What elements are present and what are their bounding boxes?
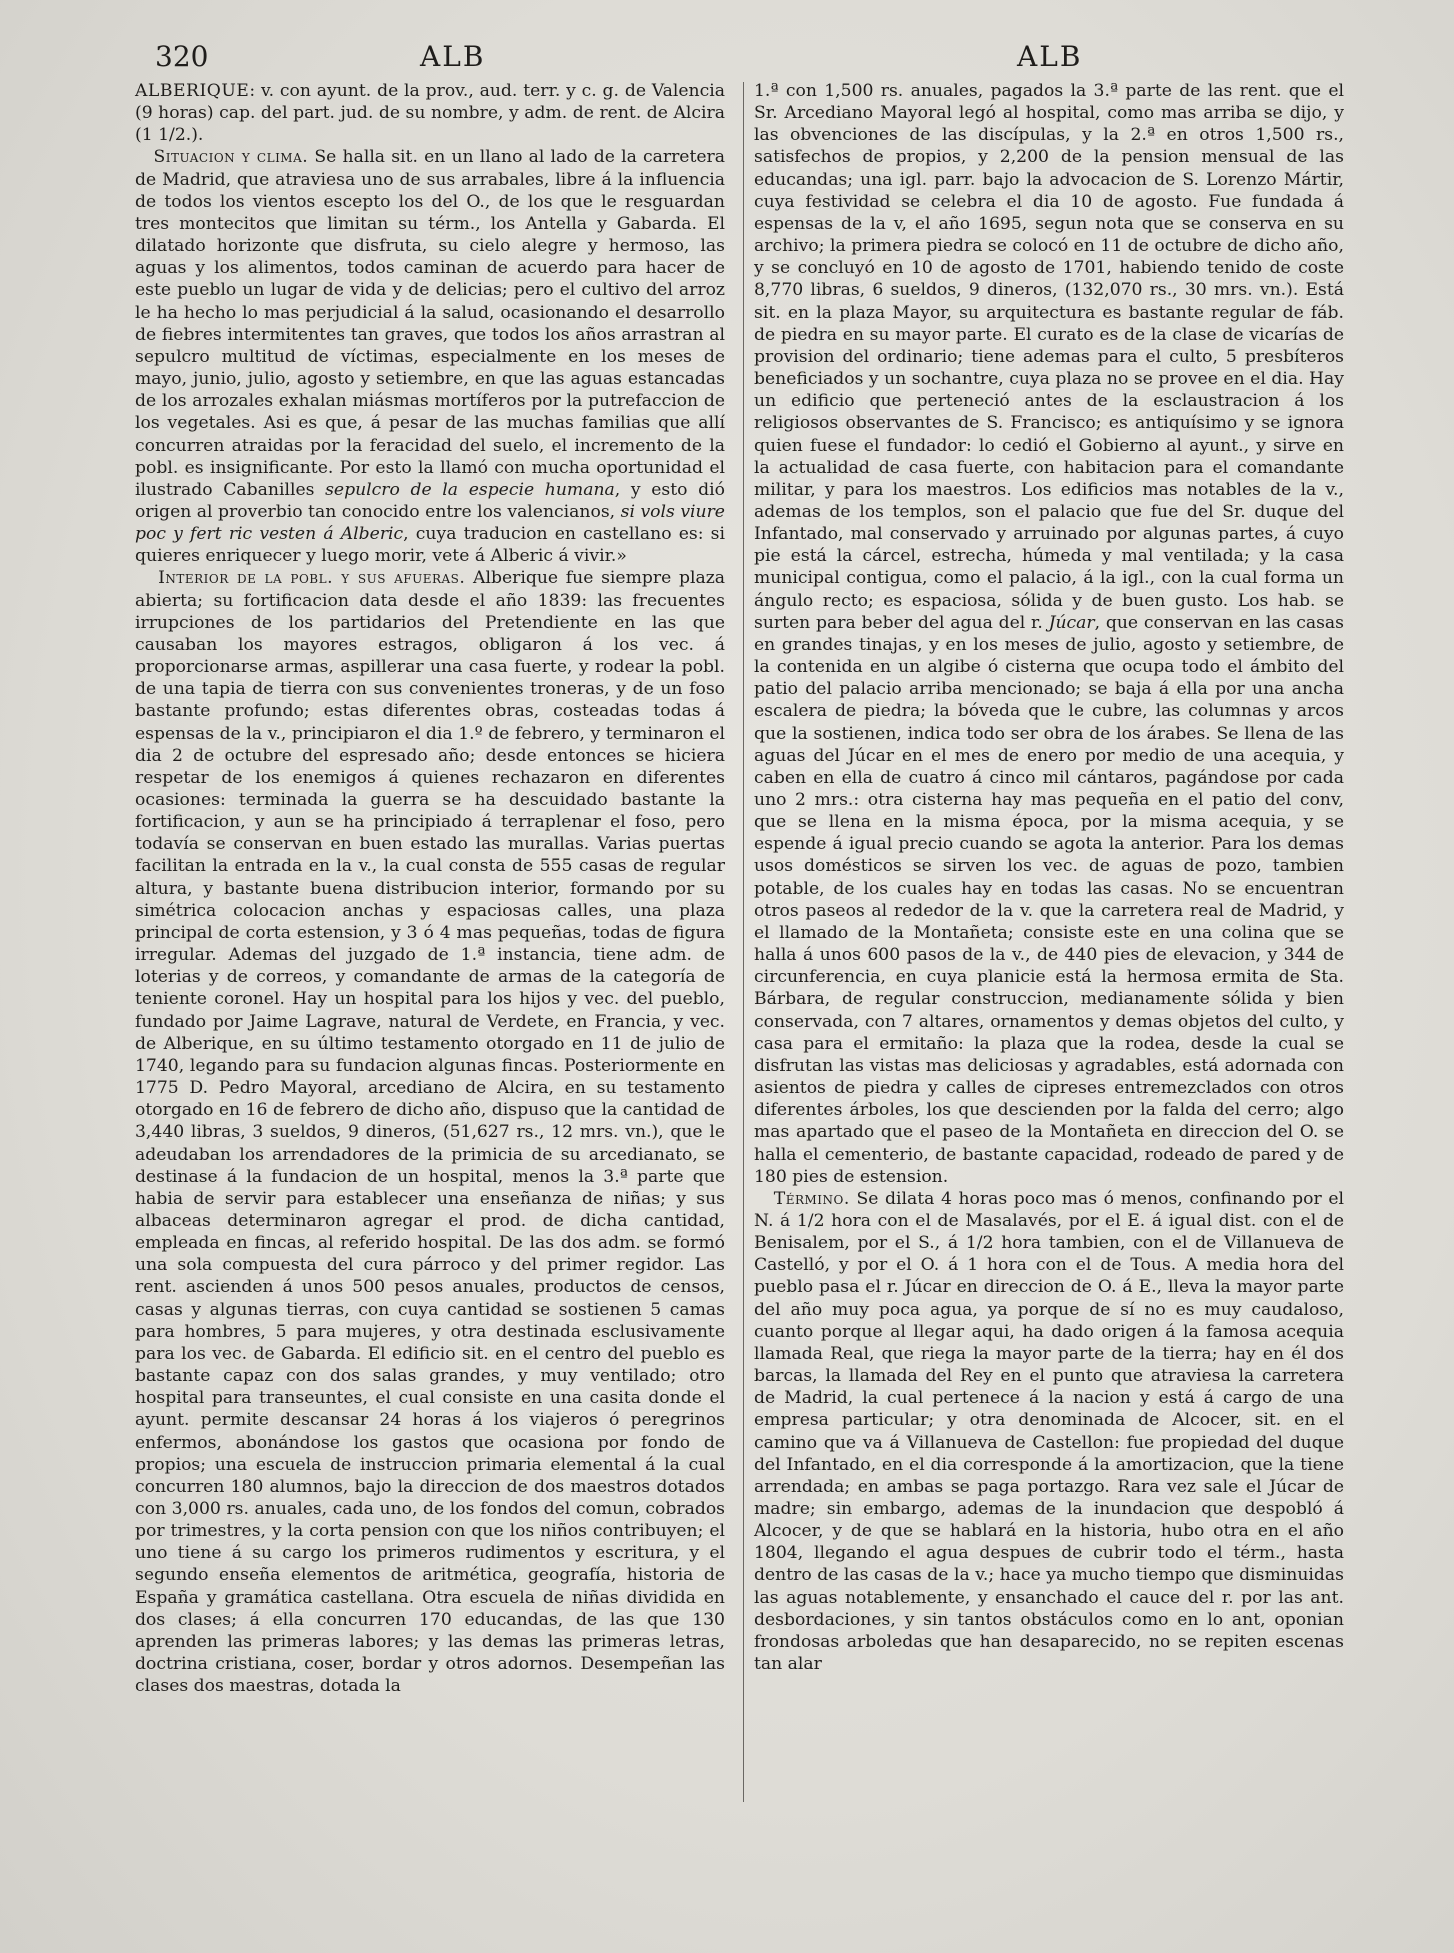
header-right-title: ALB: [1017, 40, 1083, 73]
entry-title: ALBERIQUE: [135, 81, 250, 101]
left-column: [135, 80, 725, 1697]
running-header: [0, 40, 1454, 80]
situacion-text-end: , cuya traducion en castellano es: si quieres enriquecer y luego morir, vete á Alberic á vivir.»: [135, 524, 726, 567]
continuation-text-2: , que conservan en las casas en grandes tinajas, y en los meses de julio, agosto y setiembre, de la contenida en un algibe ó cisterna que ocupa todo el ámbito del patio del palacio arriba mencionado; se baja á ella por una ancha escalera de piedra; la bóveda que le cubre, las columnas y arcos que la sostienen, indica todo ser obra de los árabes. Se llena de las aguas del Júcar en el mes de enero por medio de una acequia, y caben en ella de cuatro á cinco mil cántaros, pagándose por cada uno 2 mrs.: otra cisterna hay mas pequeña en el patio del conv, que se llena en la misma época, por la misma acequia, y se espende á igual precio cuando se agota la anterior. Para los demas usos domésticos se sirven los vec. de aguas de pozo, tambien potable, de los cuales hay en todas las casas. No se encuentran otros paseos al rededor de la v. que la carretera real de Madrid, y el llamado de la Montañeta; consiste este en una colina que se halla á unos 600 pasos de la v., de 440 pies de elevacion, y 344 de circunferencia, en cuya planicie está la hermosa ermita de Sta. Bárbara, de regular construccion, medianamente sólida y bien conservada, con 7 altares, ornamentos y demas objetos del culto, y casa para el ermitaño: la plaza que la rodea, desde la cual se disfrutan las vistas mas deliciosas y agradables, está adornada con asientos de piedra y calles de cipreses entremezclados con otros diferentes árboles, los que descienden por la falda del cerro; algo mas apartado que el paseo de la Montañeta en direccion del O. se halla el cementerio, de bastante capacidad, rodeado de pared y de 180 pies de estension.: [754, 612, 1344, 1187]
continuation-text: 1.ª con 1,500 rs. anuales, pagados la 3.ª parte de las rent. que el Sr. Arcediano Mayoral legó al hospital, como mas arriba se dijo, y las obvenciones de las discípulas, y la 2.ª en otros 1,500 rs., satisfechos de propios, y 2,200 de la pension mensual de las educandas; una igl. parr. bajo la advocacion de S. Lorenzo Mártir, cuya festividad se celebra el dia 10 de agosto. Fue fundada á espensas de la v, el año 1695, segun nota que se conserva en su archivo; la primera piedra se colocó en 11 de octubre de dicho año, y se concluyó en 10 de agosto de 1701, habiendo tenido de coste 8,770 libras, 6 sueldos, 9 dineros, (132,070 rs., 30 mrs. vn.). Está sit. en la plaza Mayor, su arquitectura es bastante regular de fáb. de piedra en su mayor parte. El curato es de la clase de vicarías de provision del ordinario; tiene ademas para el culto, 5 presbíteros beneficiados y un sochantre, cuya plaza no se provee en el dia. Hay un edificio que perteneció antes de la esclaustracion á los religiosos observantes de S. Francisco; es antiquísimo y se ignora quien fuese el fundador: lo cedió el Gobierno al ayunt., y sirve en la actualidad de casa fuerte, con habitacion para el comandante militar, y para los maestros. Los edificios mas notables de la v., ademas de los templos, son el palacio que fue del Sr. duque del Infantado, mal conservado y arruinado por algunas partes, á cuyo pie está la cárcel, estrecha, húmeda y mal ventilada; y la casa municipal contigua, como el palacio, á la igl., con la cual forma un ángulo recto; es espaciosa, sólida y de buen gusto. Los hab. se surten para beber del agua del r.: [754, 81, 1344, 633]
page-number: 320: [155, 40, 209, 73]
section-head-termino: Término.: [773, 1188, 850, 1209]
entry-intro-text: : v. con ayunt. de la prov., aud. terr. y c. g. de Valencia (9 horas) cap. del part. jud. de su nombre, y adm. de rent. de Alcira (1 1/2.).: [135, 81, 725, 146]
section-head-situacion: Situacion y clima.: [153, 147, 309, 168]
paragraph-situacion: [135, 146, 725, 567]
situacion-italic-2: si vols viure poc y fert ric vesten á Alberic: [135, 501, 725, 545]
paragraph-interior: [135, 567, 725, 1697]
situacion-text-mid: , y esto dió origen al proverbio tan conocido entre los valencianos,: [135, 479, 725, 522]
paragraph-entry-heading: [135, 80, 725, 146]
section-head-interior: Interior de la pobl. y sus afueras.: [158, 568, 466, 589]
situacion-text: Se halla sit. en un llano al lado de la carretera de Madrid, que atraviesa uno de sus arrabales, libre á la influencia de todos los vientos escepto los del O., de los que le resguardan tres montecitos que limitan su térm., los Antella y Gabarda. El dilatado horizonte que disfruta, su cielo alegre y hermoso, las aguas y los alimentos, todos caminan de acuerdo para hacer de este pueblo un lugar de vida y de delicias; pero el cultivo del arroz le ha hecho lo mas perjudicial á la salud, ocasionando el desarrollo de fiebres intermitentes tan graves, que todos los años arrastran al sepulcro multitud de víctimas, especialmente en los meses de mayo, junio, julio, agosto y setiembre, en que las aguas estancadas de los arrozales exhalan miásmas mortíferos por la putrefaccion de los vegetales. Asi es que, á pesar de las muchas familias que allí concurren atraidas por la feracidad del suelo, el incremento de la pobl. es insignificante. Por esto la llamó con mucha oportunidad el ilustrado Cabanilles: [135, 147, 725, 500]
paragraph-continuation: [754, 80, 1344, 1188]
termino-text: Se dilata 4 horas poco mas ó menos, confinando por el N. á 1/2 hora con el de Masalavés, por el E. á igual dist. con el de Benisalem, por el S., á 1/2 hora tambien, con el de Villanueva de Castelló, y por el O. á 1 hora con el de Tous. A media hora del pueblo pasa el r. Júcar en direccion de O. á E., lleva la mayor parte del año muy poca agua, ya porque de sí no es muy caudaloso, cuanto porque al llegar aqui, ha dado origen á la famosa acequia llamada Real, que riega la mayor parte de la tierra; hay en él dos barcas, la llamada del Rey en el punto que atraviesa la carretera de Madrid, la cual pertenece á la nacion y está á cargo de una empresa particular; y otra denominada de Alcocer, sit. en el camino que va á Villanueva de Castellon: fue propiedad del duque del Infantado, en el dia corresponde á la amortizacion, que la tiene arrendada; en ambas se paga portazgo. Rara vez sale el Júcar de madre; sin embargo, ademas de la inundacion que despobló á Alcocer, y de que se hablará en la historia, hubo otra en el año 1804, llegando el agua despues de cubrir todo el térm., hasta dentro de las casas de la v.; hace ya mucho tiempo que disminuidas las aguas notablemente, y ensanchado el cauce del r. por las ant. desbordaciones, y sin tantos obstáculos como en lo ant, oponian frondosas arboledas que han desaparecido, no se repiten escenas tan alar: [754, 1188, 1344, 1675]
interior-text: Alberique fue siempre plaza abierta; su fortificacion data desde el año 1839: las frecuentes irrupciones de los partidarios del Pretendiente en las que causaban los mayores estragos, obligaron á los vec. á proporcionarse armas, aspillerar una casa fuerte, y rodear la pobl. de una tapia de tierra con sus convenientes troneras, y de un foso bastante profundo; estas diferentes obras, costeadas todas á espensas de la v., principiaron el dia 1.º de febrero, y terminaron el dia 2 de octubre del espresado año; desde entonces se hiciera respetar de los enemigos á quienes rechazaron en diferentes ocasiones: terminada la guerra se ha descuidado bastante la fortificacion, y aun se ha principiado á terraplenar el foso, pero todavía se conservan en buen estado las murallas. Varias puertas facilitan la entrada en la v., la cual consta de 555 casas de regular altura, y bastante buena distribucion interior, formando por su simétrica colocacion anchas y espaciosas calles, una plaza principal de corta estension, y 3 ó 4 mas pequeñas, todas de figura irregular. Ademas del juzgado de 1.ª instancia, tiene adm. de loterias y de correos, y comandante de armas de la categoría de teniente coronel. Hay un hospital para los hijos y vec. del pueblo, fundado por Jaime Lagrave, natural de Verdete, en Francia, y vec. de Alberique, en su último testamento otorgado en 11 de julio de 1740, legando para su fundacion algunas fincas. Posteriormente en 1775 D. Pedro Mayoral, arcediano de Alcira, en su testamento otorgado en 16 de febrero de dicho año, dispuso que la cantidad de 3,440 libras, 3 sueldos, 9 dineros, (51,627 rs., 12 mrs. vn.), que le adeudaban los arrendadores de la primicia de su arcedianato, se destinase á la fundacion de un hospital, menos la 3.ª parte que habia de servir para establecer una enseñanza de niñas; y sus albaceas determinaron agregar el prod. de dicha cantidad, empleada en fincas, al referido hospital. De las dos adm. se formó una sola compuesta del cura párroco y del primer regidor. Las rent. ascienden á unos 500 pesos anuales, productos de censos, casas y algunas tierras, con cuya cantidad se sostienen 5 camas para hombres, 5 para mujeres, y otra destinada esclusivamente para los vec. de Gabarda. El edificio sit. en el centro del pueblo es bastante capaz con dos salas grandes, y muy ventilado; otro hospital para transeuntes, el cual consiste en una casita donde el ayunt. permite descansar 24 horas á los viajeros ó peregrinos enfermos, abonándose los gastos que ocasiona por fondo de propios; una escuela de instruccion primaria elemental á la cual concurren 180 alumnos, bajo la direccion de dos maestros dotados con 3,000 rs. anuales, cada uno, de los fondos del comun, cobrados por trimestres, y la corta pension con que los niños contribuyen; el uno tiene á su cargo los primeros rudimentos y escritura, y el segundo enseña elementos de aritmética, geografía, historia de España y gramática castellana. Otra escuela de niñas dividida en dos clases; á ella concurren 170 educandas, de las que 130 aprenden las primeras labores; y las demas las primeras letras, doctrina cristiana, coser, bordar y otros adornos. Desempeñan las clases dos maestras, dotada la: [135, 568, 725, 1697]
right-column: [754, 80, 1344, 1675]
continuation-italic: Júcar: [1048, 612, 1095, 633]
column-divider: [743, 82, 744, 1802]
situacion-italic-1: sepulcro de la especie humana: [325, 479, 615, 500]
header-left-title: ALB: [420, 40, 486, 73]
paragraph-termino: [754, 1188, 1344, 1675]
